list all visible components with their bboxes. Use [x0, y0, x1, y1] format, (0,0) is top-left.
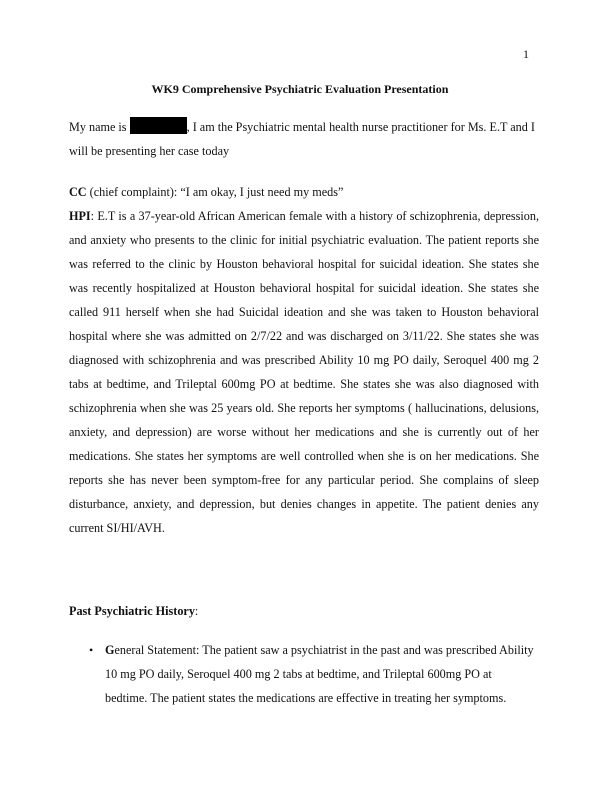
intro-text-before: My name is	[69, 120, 130, 134]
bullet-text: eneral Statement: The patient saw a psychiatrist in the past and was prescribed Ability 10 mg PO daily, Seroquel 400 mg 2 tabs at bedtime, and Trileptal 600mg PO at bedtime. The patient states the medications are effective in treating her symptoms.	[105, 643, 534, 705]
hpi-text: : E.T is a 37-year-old African American female with a history of schizophrenia, depression, and anxiety who presents to the clinic for initial psychiatric evaluation. The patient reports she was referred to the clinic by Houston behavioral hospital for suicidal ideation. She states she was recently hospitalized at Houston behavioral hospital for suicidal ideation. She states she called 911 herself when she had Suicidal ideation and she was taken to Houston behavioral hospital where she was admitted on 2/7/22 and was discharged on 3/11/22. She states she was diagnosed with schizophrenia and was prescribed Ability 10 mg PO daily, Seroquel 400 mg 2 tabs at bedtime, and Trileptal 600mg PO at bedtime. She states she was also diagnosed with schizophrenia when she was 25 years old. She reports her symptoms ( hallucinations, delusions, anxiety, and depression) are worse without her medications and she is currently out of her medications. She states her symptoms are well controlled when she is on her medications. She reports she has never been symptom-free for any particular period. She complains of sleep disturbance, anxiety, and depression, but denies changes in appetite. The patient denies any current SI/HI/AVH.	[69, 209, 539, 535]
intro-paragraph	[69, 115, 539, 163]
intro-text-after: , I am the Psychiatric mental health nurse practitioner for Ms. E.T and I will be presenting her case today	[69, 120, 535, 158]
redacted-name-box	[130, 117, 187, 134]
document-title: WK9 Comprehensive Psychiatric Evaluation Presentation	[151, 82, 449, 96]
hpi-label: HPI	[69, 209, 91, 223]
cc-label: CC	[69, 185, 87, 199]
pph-heading-colon: :	[194, 604, 199, 618]
hpi-paragraph	[69, 204, 539, 540]
chief-complaint	[69, 180, 539, 204]
page-number: 1	[523, 47, 529, 61]
pph-heading-text: Past Psychiatric History	[69, 604, 195, 618]
past-psychiatric-history-heading	[69, 599, 539, 623]
bullet-list-item	[89, 638, 535, 710]
bullet-lead-letter: G	[105, 643, 115, 657]
bullet-icon: •	[89, 643, 94, 657]
cc-text: (chief complaint): “I am okay, I just need my meds”	[86, 185, 344, 199]
